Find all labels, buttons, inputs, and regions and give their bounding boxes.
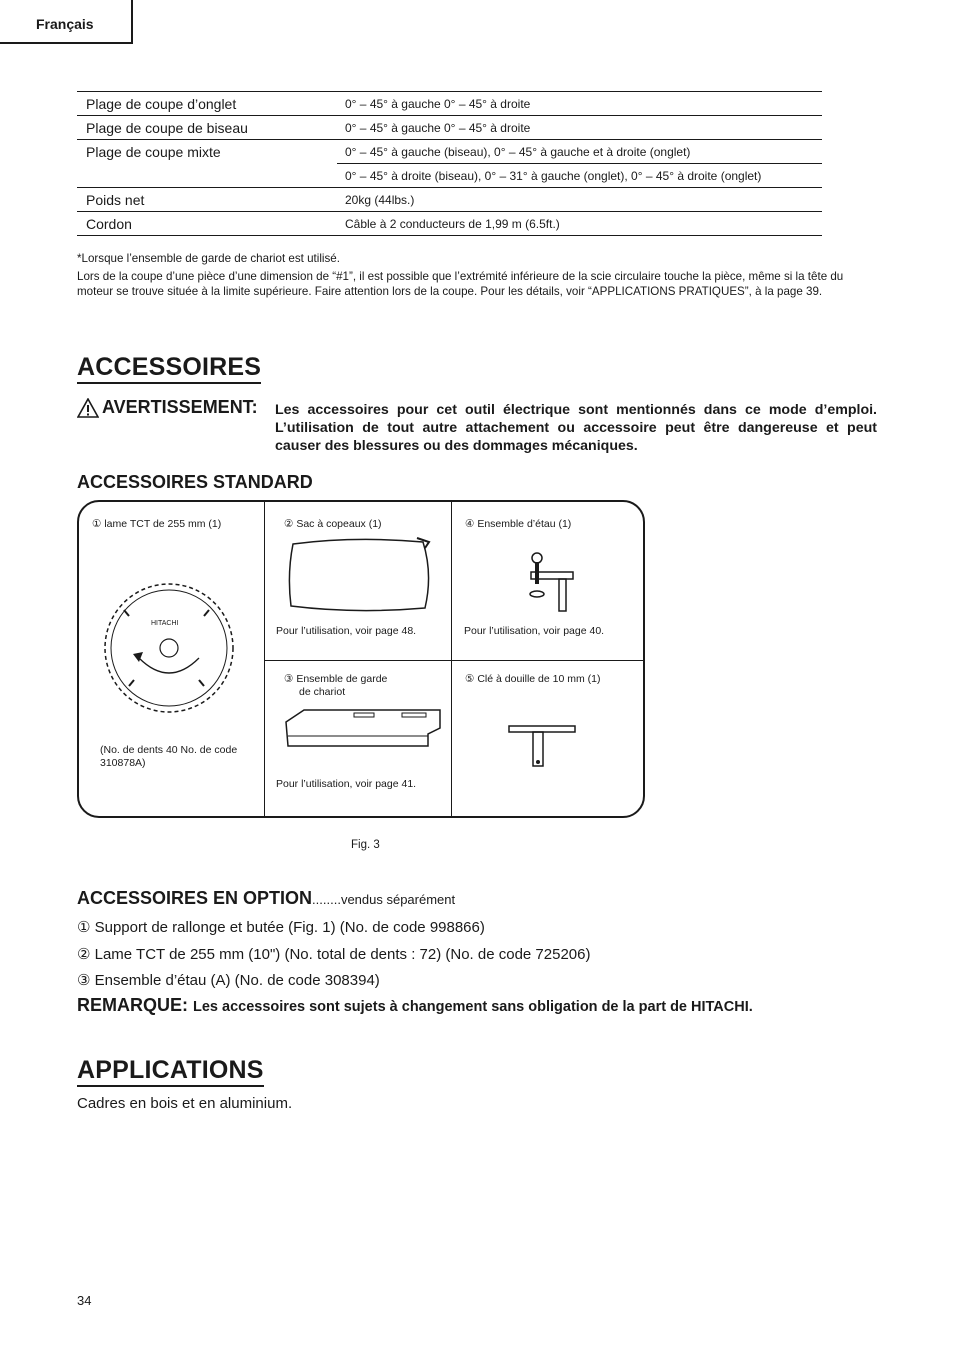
spec-table — [77, 91, 822, 236]
warning-text: Les accessoires pour cet outil électrique sont mentionnés dans ce mode d’emploi. L’utilisation de tout autre attachement ou accessoire peut être dangereuse et peut causer des blessures ou des dommages mécaniques. — [275, 402, 877, 454]
page-number: 34 — [77, 1293, 92, 1308]
blade-label: ① lame TCT de 255 mm (1) — [92, 518, 222, 530]
vise-icon — [527, 552, 581, 616]
language-label: Français — [36, 16, 94, 32]
spec-value: 0° – 45° à droite (biseau), 0° – 31° à gauche (onglet), 0° – 45° à droite (onglet) — [345, 169, 762, 183]
spec-value: 0° – 45° à gauche 0° – 45° à droite — [345, 97, 531, 111]
remark — [77, 995, 753, 1016]
spec-row — [77, 140, 822, 188]
saw-blade-icon — [99, 578, 239, 718]
vise-label: ④ Ensemble d’étau (1) — [465, 518, 572, 530]
divider — [264, 660, 643, 661]
warning-heading — [77, 397, 258, 418]
spec-label: Poids net — [86, 192, 145, 208]
socket-wrench-icon — [507, 722, 579, 770]
optional-item: ① Support de rallonge et butée (Fig. 1) (No. de code 998866) — [77, 919, 485, 936]
guard-label: ③ Ensemble de garde — [284, 673, 388, 685]
guard-label-line2: de chariot — [299, 686, 346, 698]
vise-usage: Pour l’utilisation, voir page 40. — [464, 625, 605, 637]
warning-triangle-icon — [77, 398, 99, 418]
spec-value: Câble à 2 conducteurs de 1,99 m (6.5ft.) — [345, 217, 560, 231]
spec-label: Plage de coupe d’onglet — [86, 96, 237, 112]
applications-heading: APPLICATIONS — [77, 1056, 264, 1087]
dust-bag-usage: Pour l’utilisation, voir page 48. — [276, 625, 417, 637]
carriage-guard-icon — [284, 706, 444, 752]
guard-usage: Pour l’utilisation, voir page 41. — [276, 778, 417, 790]
blade-brand-text: HITACHI — [151, 620, 179, 627]
blade-note: (No. de dents 40 No. de code 310878A) — [100, 744, 238, 769]
figure-caption: Fig. 3 — [351, 839, 380, 851]
spec-row — [77, 116, 822, 140]
divider — [451, 502, 452, 816]
optional-accessories-heading — [77, 888, 455, 909]
optional-title: ACCESSOIRES EN OPTION — [77, 888, 313, 908]
remark-text: Les accessoires sont sujets à changement sans obligation de la part de HITACHI. — [193, 999, 753, 1015]
wrench-label: ⑤ Clé à douille de 10 mm (1) — [465, 673, 601, 685]
optional-suffix: ........vendus séparément — [312, 892, 456, 907]
dust-bag-label: ② Sac à copeaux (1) — [284, 518, 382, 530]
spec-value: 0° – 45° à gauche 0° – 45° à droite — [345, 121, 531, 135]
spec-label: Cordon — [86, 216, 132, 232]
optional-item: ③ Ensemble d’étau (A) (No. de code 308394) — [77, 972, 380, 989]
applications-text: Cadres en bois et en aluminium. — [77, 1095, 293, 1112]
remark-label: REMARQUE: — [77, 995, 188, 1015]
spec-row — [77, 188, 822, 212]
warning-label: AVERTISSEMENT: — [102, 397, 258, 417]
spec-value: 20kg (44lbs.) — [345, 193, 415, 207]
accessories-heading: ACCESSOIRES — [77, 353, 261, 384]
divider — [264, 502, 265, 816]
footnote: *Lorsque l’ensemble de garde de chariot est utilisé. — [77, 252, 340, 265]
language-tab — [0, 0, 133, 44]
optional-item: ② Lame TCT de 255 mm (10") (No. total de dents : 72) (No. de code 725206) — [77, 946, 591, 963]
spec-row — [77, 92, 822, 116]
dust-bag-icon — [285, 534, 435, 612]
standard-accessories-heading: ACCESSOIRES STANDARD — [77, 472, 313, 492]
standard-accessories-figure — [77, 500, 645, 818]
spec-row — [77, 212, 822, 236]
spec-value: 0° – 45° à gauche (biseau), 0° – 45° à gauche et à droite (onglet) — [337, 140, 822, 164]
cutting-note: Lors de la coupe d’une pièce d’une dimension de “#1”, il est possible que l’extrémité inférieure de la scie circulaire touche la pièce, même si la tête du moteur se trouve située à la limite supérieure. Faire attention lors de la coupe. Pour les détails, voir “APPLICATIONS PRATIQUES”, à la page 39. — [77, 270, 844, 298]
spec-label: Plage de coupe de biseau — [86, 120, 248, 136]
spec-label: Plage de coupe mixte — [86, 144, 221, 160]
